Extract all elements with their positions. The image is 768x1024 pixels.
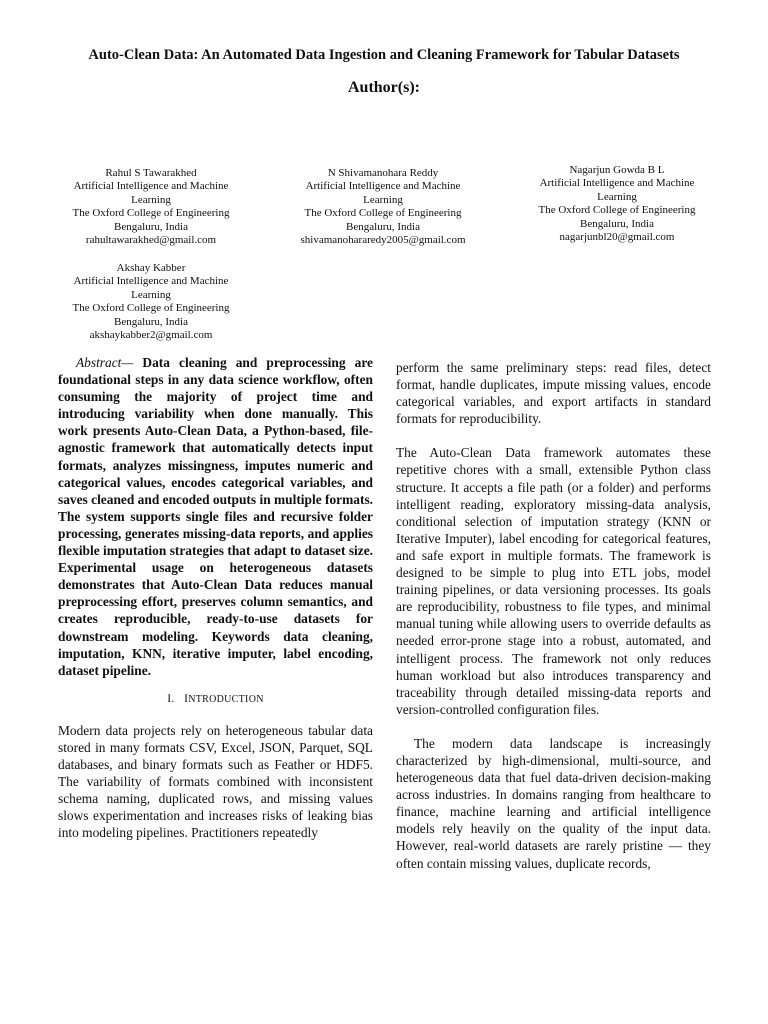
author-department: Learning — [131, 288, 171, 301]
paper-title: Auto-Clean Data: An Automated Data Ingestion and Cleaning Framework for Tabular Datasets — [88, 47, 680, 63]
author-name: Rahul S Tawarakhed — [105, 167, 197, 179]
author-block — [31, 167, 271, 247]
author-name: Akshay Kabber — [116, 262, 186, 274]
author-department: Artificial Intelligence and Machine — [305, 180, 461, 193]
author-name: N Shivamanohara Reddy — [327, 167, 439, 179]
author-email: rahultawarakhed@gmail.com — [85, 234, 217, 247]
author-email: shivamanohararedy2005@gmail.com — [300, 234, 466, 247]
right-column — [396, 359, 711, 889]
author-block — [31, 262, 271, 342]
body-paragraph: perform the same preliminary steps: read files, detect format, handle duplicates, impute missing values, encode categorical variables, and export artifacts in standard formats for reproducibility. — [396, 360, 711, 427]
intro-paragraph: Modern data projects rely on heterogeneous tabular data stored in many formats CSV, Excel, JSON, Parquet, SQL databases, and binary formats such as Feather or HDF5. The variability of formats combined with inconsistent schema naming, duplicated rows, and missing values slows experimentation and increases risks of leaking bias into modeling pipelines. Practitioners repeatedly — [58, 722, 373, 841]
left-column — [58, 354, 373, 859]
abstract — [58, 354, 373, 679]
section-title-rest: NTRODUCTION — [188, 693, 264, 705]
author-institution: The Oxford College of Engineering — [72, 302, 230, 315]
author-location: Bengaluru, India — [346, 220, 420, 233]
author-institution: The Oxford College of Engineering — [538, 204, 696, 217]
abstract-label: Abstract— — [76, 355, 134, 370]
author-department: Artificial Intelligence and Machine — [73, 180, 229, 193]
section-heading-introduction — [58, 691, 373, 708]
author-name: Nagarjun Gowda B L — [569, 164, 665, 176]
author-department: Learning — [597, 190, 637, 203]
author-department: Artificial Intelligence and Machine — [73, 275, 229, 288]
author-email: akshaykabber2@gmail.com — [89, 329, 213, 342]
section-numeral: I. — [167, 692, 175, 705]
author-institution: The Oxford College of Engineering — [72, 207, 230, 220]
author-email: nagarjunbl20@gmail.com — [559, 231, 675, 244]
author-location: Bengaluru, India — [114, 315, 188, 328]
author-institution: The Oxford College of Engineering — [304, 207, 462, 220]
author-department: Artificial Intelligence and Machine — [539, 177, 695, 190]
abstract-text: Data cleaning and preprocessing are foundational steps in any data science workflow, often consuming the majority of project time and introducing variability when done manually. This work presents Auto-Clean Data, a Python-based, file-agnostic framework that automatically detects input formats, analyzes missingness, imputes numeric and categorical values, encodes categorical variables, and saves cleaned and encoded outputs in multiple formats. The system supports single files and recursive folder processing, generates missing-data reports, and applies flexible imputation strategies that adapt to dataset size. Experimental usage on heterogeneous datasets demonstrates that Auto-Clean Data reduces manual preprocessing effort, preserves column semantics, and creates reproducible, ready-to-use datasets for downstream modeling. Keywords data cleaning, imputation, KNN, iterative imputer, label encoding, dataset pipeline. — [58, 355, 373, 678]
body-paragraph: The modern data landscape is increasingly characterized by high-dimensional, multi-source, and heterogeneous data that fuel data-driven decision-making across industries. In domains ranging from healthcare to finance, machine learning and artificial intelligence models rely heavily on the quality of the input data. However, real-world datasets are rarely pristine — they often contain missing values, duplicate records, — [396, 735, 711, 871]
author-location: Bengaluru, India — [580, 217, 654, 230]
author-department: Learning — [363, 193, 403, 206]
author-block — [263, 167, 503, 247]
section-title-initial: I — [184, 692, 189, 705]
author-department: Learning — [131, 193, 171, 206]
body-paragraph: The Auto-Clean Data framework automates these repetitive chores with a small, extensible Python class structure. It accepts a file path (or a folder) and performs intelligent reading, exploratory missing-data analysis, conditional selection of imputation strategy (KNN or Iterative Imputer), label encoding for categorical features, and safe export in multiple formats. The framework is designed to be simple to plug into ETL jobs, model training pipelines, or data versioning processes. Its goals are reproducibility, robustness to file types, and minimal manual tuning while allowing users to override defaults as needed error-prone stage into a robust, automated, and intelligent process. The framework not only reduces human workload but also introduces transparency and traceability through detailed missing-data reports and version-controlled configuration files. — [396, 445, 711, 717]
author-location: Bengaluru, India — [114, 220, 188, 233]
authors-heading: Author(s): — [348, 79, 420, 96]
author-block — [497, 164, 737, 244]
